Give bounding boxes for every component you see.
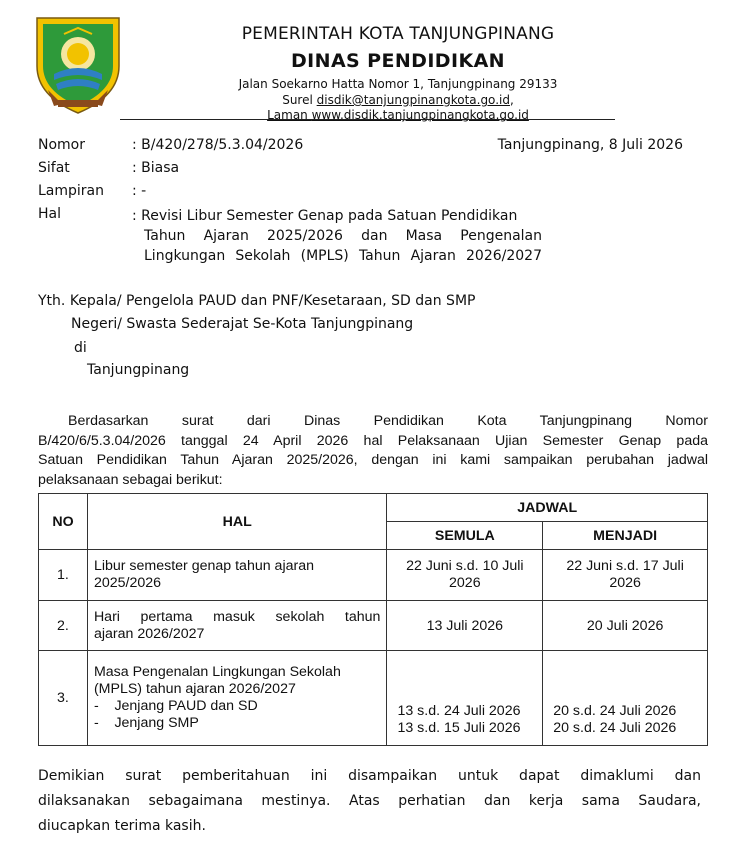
recipient-line-1: Yth. Kepala/ Pengelola PAUD dan PNF/Kesetaraan, SD dan SMP bbox=[38, 293, 476, 309]
agency-name: DINAS PENDIDIKAN bbox=[291, 50, 505, 72]
lampiran-value: : - bbox=[132, 183, 147, 199]
hal-subject bbox=[132, 206, 542, 266]
header-jadwal: JADWAL bbox=[387, 494, 708, 522]
closing-line-1: Demikian surat pemberitahuan ini disampaikan untuk dapat dimaklumi dan bbox=[38, 768, 701, 784]
government-name: PEMERINTAH KOTA TANJUNGPINANG bbox=[241, 24, 555, 44]
lampiran-label: Lampiran bbox=[38, 183, 105, 199]
row-hal-line-2: ajaran 2026/2027 bbox=[93, 625, 205, 642]
row-no: 1. bbox=[39, 550, 88, 601]
row-no: 2. bbox=[39, 601, 88, 651]
row-semula bbox=[387, 651, 543, 746]
row-hal-line-1: Masa Pengenalan Lingkungan Sekolah bbox=[93, 664, 341, 680]
sifat-value: : Biasa bbox=[132, 160, 180, 176]
body-line-1: Berdasarkan surat dari Dinas Pendidikan Kota Tanjungpinang Nomor bbox=[68, 413, 708, 429]
body-line-3: Satuan Pendidikan Tahun Ajaran 2025/2026, dengan ini kami sampaikan perubahan jadwal bbox=[38, 452, 708, 468]
body-line-4: pelaksanaan sebagai berikut: bbox=[38, 471, 223, 488]
hal-line-3: Lingkungan Sekolah (MPLS) Tahun Ajaran 2026/2027 bbox=[144, 248, 542, 264]
bullet-dash: - bbox=[93, 698, 115, 714]
header-hal: HAL bbox=[87, 494, 387, 550]
email-suffix: , bbox=[509, 93, 514, 107]
web-link[interactable]: www.disdik.tanjungpinangkota.go.id bbox=[311, 108, 529, 122]
header-semula: SEMULA bbox=[387, 522, 543, 550]
table-header-row bbox=[39, 494, 708, 522]
recipient-line-2: Negeri/ Swasta Sederajat Se-Kota Tanjungpinang bbox=[71, 316, 414, 332]
letter-date: Tanjungpinang, 8 Juli 2026 bbox=[497, 137, 683, 153]
row-menjadi: 20 Juli 2026 bbox=[543, 601, 708, 651]
semula-smp: 13 s.d. 15 Juli 2026 bbox=[397, 720, 521, 736]
table-row bbox=[39, 601, 708, 651]
header-menjadi: MENJADI bbox=[543, 522, 708, 550]
row-hal-line-2: (MPLS) tahun ajaran 2026/2027 bbox=[93, 681, 296, 697]
row-sub-item: - Jenjang SMP bbox=[93, 715, 199, 731]
recipient-di: di bbox=[74, 340, 87, 356]
row-hal-line-1: Hari pertama masuk sekolah tahun bbox=[93, 608, 381, 625]
nomor-label: Nomor bbox=[38, 137, 85, 153]
closing-paragraph bbox=[38, 764, 701, 839]
row-sub-item: - Jenjang PAUD dan SD bbox=[93, 698, 258, 714]
row-menjadi bbox=[543, 651, 708, 746]
body-paragraph bbox=[38, 412, 708, 490]
row-menjadi: 22 Juni s.d. 17 Juli 2026 bbox=[543, 550, 708, 601]
agency-address: Jalan Soekarno Hatta Nomor 1, Tanjungpinang 29133 bbox=[238, 77, 558, 91]
schedule-table bbox=[38, 493, 708, 746]
recipient-city: Tanjungpinang bbox=[87, 362, 190, 378]
row-semula: 13 Juli 2026 bbox=[387, 601, 543, 651]
web-label: Laman bbox=[267, 108, 312, 122]
closing-line-3: diucapkan terima kasih. bbox=[38, 818, 206, 834]
email-label: Surel bbox=[282, 93, 317, 107]
semula-paud-sd: 13 s.d. 24 Juli 2026 bbox=[397, 703, 521, 719]
row-semula: 22 Juni s.d. 10 Juli 2026 bbox=[387, 550, 543, 601]
row-hal bbox=[87, 651, 387, 746]
body-line-2: B/420/6/5.3.04/2026 tanggal 24 April 2026 hal Pelaksanaan Ujian Semester Genap pada bbox=[38, 432, 708, 449]
closing-line-2: dilaksanakan sebagaimana mestinya. Atas perhatian dan kerja sama Saudara, bbox=[38, 793, 701, 809]
header-no: NO bbox=[39, 494, 88, 550]
nomor-value: : B/420/278/5.3.04/2026 bbox=[132, 137, 304, 153]
email-link[interactable]: disdik@tanjungpinangkota.go.id bbox=[316, 93, 510, 107]
row-hal bbox=[87, 601, 387, 651]
menjadi-smp: 20 s.d. 24 Juli 2026 bbox=[553, 720, 677, 736]
bullet-dash: - bbox=[93, 715, 115, 731]
agency-email-line bbox=[178, 93, 618, 107]
sifat-label: Sifat bbox=[38, 160, 70, 176]
hal-line-1: : Revisi Libur Semester Genap pada Satuan Pendidikan bbox=[132, 208, 518, 224]
row-hal: Libur semester genap tahun ajaran 2025/2026 bbox=[87, 550, 387, 601]
hal-line-2: Tahun Ajaran 2025/2026 dan Masa Pengenalan bbox=[144, 228, 542, 244]
row-no: 3. bbox=[39, 651, 88, 746]
hal-label: Hal bbox=[38, 206, 61, 222]
table-row bbox=[39, 550, 708, 601]
menjadi-paud-sd: 20 s.d. 24 Juli 2026 bbox=[553, 703, 677, 719]
letterhead-divider bbox=[120, 119, 615, 120]
city-emblem-logo bbox=[34, 14, 122, 116]
table-row bbox=[39, 651, 708, 746]
